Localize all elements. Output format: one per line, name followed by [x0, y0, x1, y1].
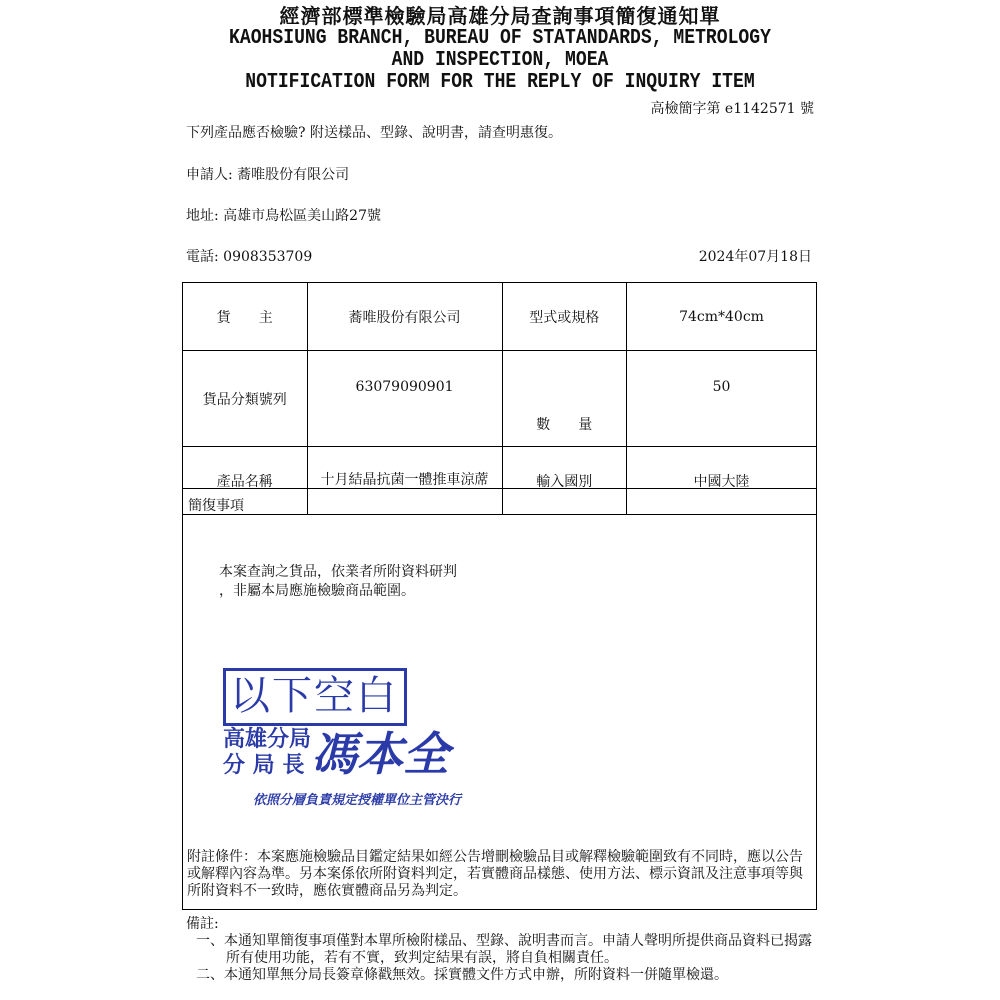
official-seal-stamp — [223, 665, 523, 825]
product-name-value: 十月結晶抗菌一體推車涼蓆 — [307, 447, 502, 515]
remarks-section — [186, 916, 816, 984]
model-value: 74cm*40cm — [627, 283, 817, 351]
blank-below-stamp — [223, 668, 407, 726]
reply-heading: 簡復事項 — [188, 498, 244, 514]
origin-label: 輸入國別 — [502, 447, 627, 515]
remarks-label: 備註: — [186, 916, 219, 932]
reply-body — [219, 563, 457, 601]
table-row — [183, 283, 817, 351]
title-english-line2: AND INSPECTION, MOEA — [391, 49, 609, 72]
document-title-block — [150, 6, 850, 94]
stamp-authorization-note: 依照分層負責規定授權單位主管決行 — [253, 793, 462, 808]
blank-below-text: 以下空白 — [230, 673, 398, 719]
footnote-conditions: 附註條件：本案應施檢驗品目鑑定結果如經公告增刪檢驗品目或解釋檢驗範圍致有不同時，應以公告或解釋內容為準。另本案係依所附資料判定，若實體商品樣態、使用方法、標示資訊及注意事項等與所附資料不一致時，應依實體商品另為判定。 — [187, 849, 803, 899]
owner-value: 蕎唯股份有限公司 — [307, 283, 502, 351]
reply-line2: ，非屬本局應施檢驗商品範圍。 — [219, 583, 415, 599]
reply-section — [182, 488, 817, 910]
quantity-label: 數 量 — [502, 351, 627, 447]
inquiry-question: 下列產品應否檢驗? 附送樣品、型錄、說明書，請查明惠復。 — [186, 125, 562, 141]
stamp-branch: 高雄分局 — [223, 727, 312, 752]
origin-value: 中國大陸 — [627, 447, 817, 515]
classification-value: 63079090901 — [307, 351, 502, 447]
applicant-line: 申請人: 蕎唯股份有限公司 — [186, 167, 350, 183]
phone-line: 電話: 0908353709 — [186, 249, 313, 265]
table-row — [183, 351, 817, 447]
owner-label: 貨 主 — [183, 283, 308, 351]
quantity-value: 50 — [627, 351, 817, 447]
title-english-line1: KAOHSIUNG BRANCH, BUREAU OF STATANDARDS, METROLOGY — [229, 27, 771, 50]
remark-item-2: 二、本通知單無分局長簽章條戳無效。採實體文件方式申辦，所附資料一併隨單檢還。 — [196, 967, 728, 983]
classification-label: 貨品分類號列 — [183, 351, 308, 447]
title-english-line3: NOTIFICATION FORM FOR THE REPLY OF INQUIRY ITEM — [245, 71, 755, 94]
remark-item-1: 一、本通知單簡復事項僅對本單所檢附樣品、型錄、說明書而言。申請人聲明所提供商品資料已揭露所有使用功能，若有不實，致判定結果有誤，將自負相關責任。 — [196, 933, 812, 966]
issue-date: 2024年07月18日 — [698, 249, 812, 265]
product-info-table — [182, 282, 817, 515]
reference-number: 高檢簡字第 e1142571 號 — [650, 101, 814, 117]
reply-line1: 本案查詢之貨品，依業者所附資料研判 — [219, 564, 457, 580]
stamp-chief-title: 分 局 長 — [223, 753, 305, 778]
title-chinese: 經濟部標準檢驗局高雄分局查詢事項簡復通知單 — [279, 6, 721, 28]
stamp-signature-name: 馮本全 — [311, 727, 449, 781]
address-line: 地址: 高雄市鳥松區美山路27號 — [186, 208, 381, 224]
model-label: 型式或規格 — [502, 283, 627, 351]
product-name-label: 產品名稱 — [183, 447, 308, 515]
